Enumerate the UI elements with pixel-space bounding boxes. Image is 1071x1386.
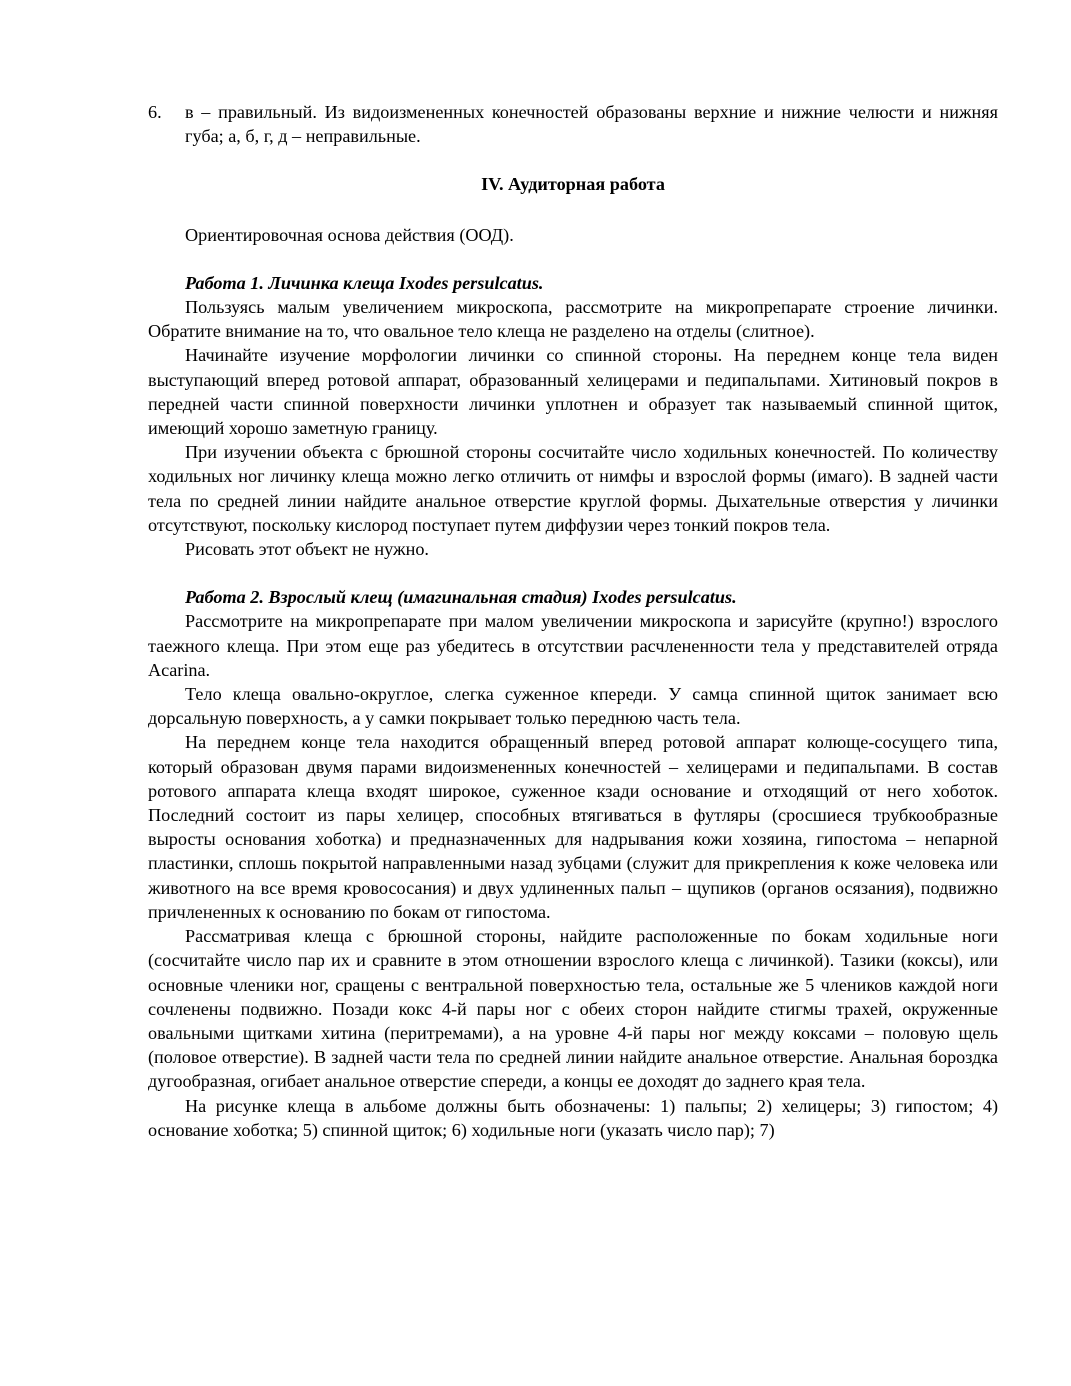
work-2-section xyxy=(148,585,998,1142)
work-1-title: Работа 1. Личинка клеща Ixodes persulcatus. xyxy=(185,272,544,293)
work-1-paragraph: Рисовать этот объект не нужно. xyxy=(185,539,429,560)
document-page xyxy=(148,100,998,1142)
work-1-paragraph: Начинайте изучение морфологии личинки со спинной стороны. На переднем конце тела виден выступающий вперед ротовой аппарат, образованный хелицерами и педипальпами. Хитиновый покров в передней части спинной поверхности личинки уплотнен и образует так называемый спинной щиток, имеющий хорошо заметную границу. xyxy=(148,345,998,439)
work-2-paragraph: Рассмотрите на микропрепарате при малом увеличении микроскопа и зарисуйте (крупно!) взрослого таежного клеща. При этом еще раз убедитесь в отсутствии расчлененности тела у представителей отряда Acarina. xyxy=(148,611,998,680)
intro-paragraph: Ориентировочная основа действия (ООД). xyxy=(185,224,514,245)
work-2-paragraph: Рассматривая клеща с брюшной стороны, найдите расположенные по бокам ходильные ноги (сосчитайте число пар их и сравните в этом отношении взрослого клеща с личинкой). Тазики (коксы), или основные членики ног, сращены с вентральной поверхностью тела, остальные же 5 члеников каждой ноги сочленены подвижно. Позади кокс 4-й пары ног с обеих сторон найдите стигмы трахей, окруженные овальными щитками хитина (перитремами), а на уровне 4-й пары ног между коксами – половую щель (половое отверстие). В задней части тела по средней линии найдите анальное отверстие. Анальная бороздка дугообразная, огибает анальное отверстие спереди, а концы ее доходят до заднего края тела. xyxy=(148,926,998,1092)
work-1-section xyxy=(148,271,998,561)
work-2-paragraph: На переднем конце тела находится обращенный вперед ротовой аппарат колюще-сосущего типа, который образован двумя парами видоизмененных конечностей – хелицерами и педипальпами. В состав ротового аппарата клеща входят широкое, суженное кзади основание и отходящий от него хоботок. Последний состоит из пары хелицер, способных втягиваться в футляры (сросшиеся трубкообразные выросты основания хоботка) и предназначенных для надрывания кожи хозяина, гипостома – непарной пластинки, сплошь покрытой направленными назад зубцами (служит для прикрепления к коже человека или животного на все время кровососания) и двух удлиненных пальп – щупиков (органов осязания), подвижно причлененных к основанию по бокам от гипостома. xyxy=(148,732,998,922)
list-item-number: 6. xyxy=(148,102,162,122)
work-1-paragraph: Пользуясь малым увеличением микроскопа, рассмотрите на микропрепарате строение личинки. Обратите внимание на то, что овальное тело клеща не разделено на отделы (слитное). xyxy=(148,297,998,342)
list-item-text: в – правильный. Из видоизмененных конечностей образованы верхние и нижние челюсти и нижняя губа; а, б, г, д – неправильные. xyxy=(185,102,998,147)
answer-list-item xyxy=(148,100,998,148)
work-2-title: Работа 2. Взрослый клещ (имагинальная стадия) Ixodes persulcatus. xyxy=(185,587,737,608)
section-heading: IV. Аудиторная работа xyxy=(481,174,665,195)
work-2-paragraph: Тело клеща овально-округлое, слегка суженное кпереди. У самца спинной щиток занимает всю дорсальную поверхность, а у самки покрывает только переднюю часть тела. xyxy=(148,684,998,729)
work-1-paragraph: При изучении объекта с брюшной стороны сосчитайте число ходильных конечностей. По количеству ходильных ног личинку клеща можно легко отличить от нимфы и взрослой формы (имаго). В задней части тела по средней линии найдите анальное отверстие круглой формы. Дыхательные отверстия у личинки отсутствуют, поскольку кислород поступает путем диффузии через тонкий покров тела. xyxy=(148,442,998,535)
work-2-paragraph: На рисунке клеща в альбоме должны быть обозначены: 1) пальпы; 2) хелицеры; 3) гипостом; 4) основание хоботка; 5) спинной щиток; 6) ходильные ноги (указать число пар); 7) xyxy=(148,1095,998,1140)
section-spacer xyxy=(148,561,998,585)
